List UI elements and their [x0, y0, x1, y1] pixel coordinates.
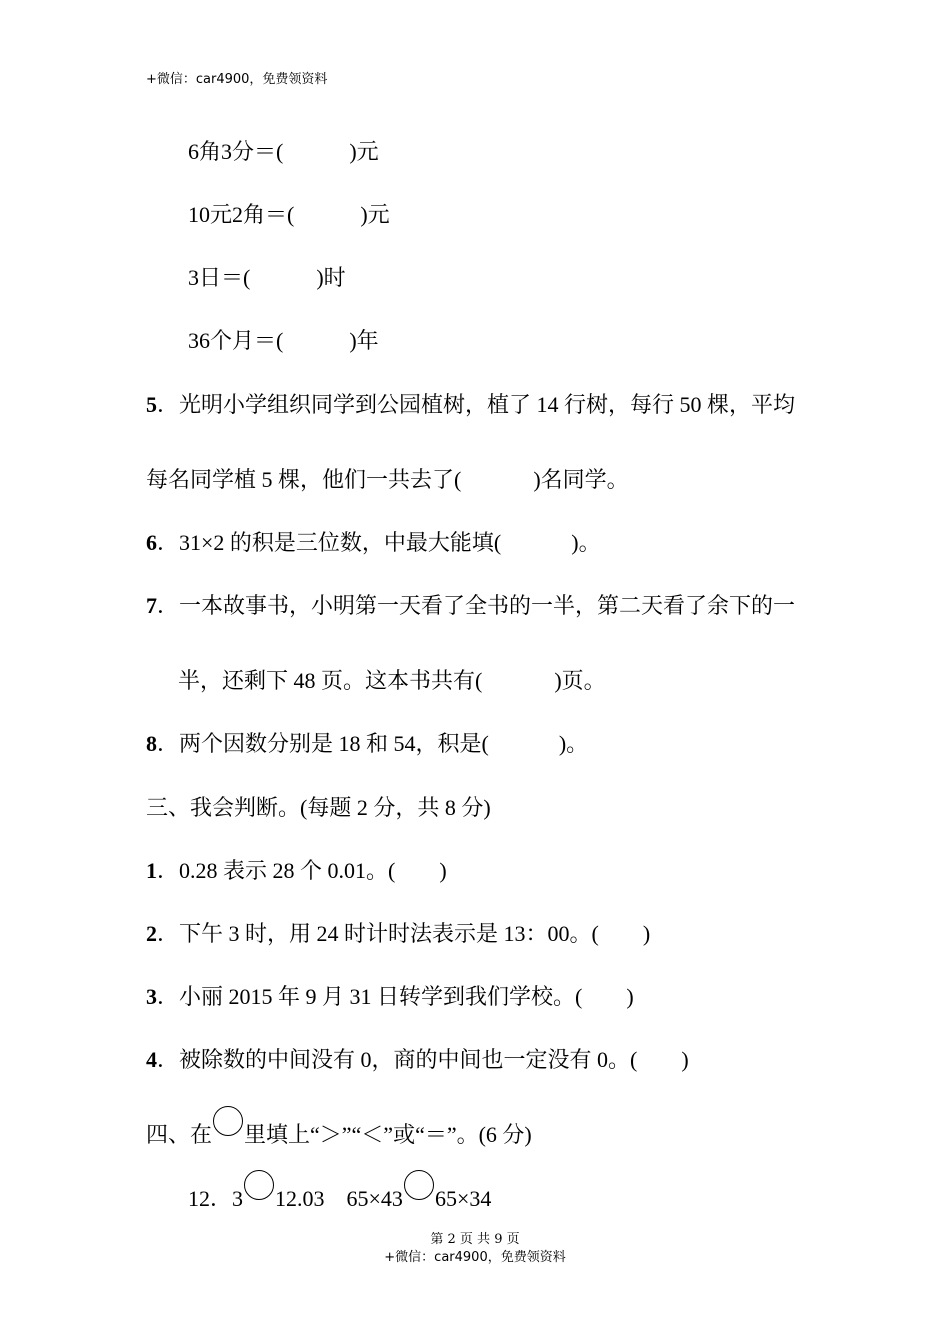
conversion-suffix: )年 [349, 328, 379, 353]
conversion-prefix: 10元2角＝( [188, 202, 295, 227]
question-number: 1 [146, 858, 157, 883]
section-4-suffix: 里填上“＞”“＜”或“＝”。(6 分) [244, 1122, 532, 1147]
judge-3: 3．小丽 2015 年 9 月 31 日转学到我们学校。( ) [146, 984, 634, 1009]
question-number: 2 [146, 921, 157, 946]
conversion-1 [188, 139, 379, 165]
question-number: 7 [146, 593, 157, 618]
question-5: 5．光明小学组织同学到公园植树，植了 14 行树，每行 50 棵，平均 [146, 392, 796, 417]
question-7: 7．一本故事书，小明第一天看了全书的一半，第二天看了余下的一 [146, 593, 796, 618]
compare-circle-1[interactable] [244, 1170, 274, 1200]
question-text: 两个因数分别是 18 和 54，积是( [179, 731, 489, 756]
compare-row [188, 1178, 491, 1212]
question-7-line2 [178, 668, 606, 694]
compare-left-2: 65×43 [346, 1186, 403, 1211]
compare-circle-2[interactable] [404, 1170, 434, 1200]
conversion-suffix: )时 [316, 265, 346, 290]
question-number: 5 [146, 392, 157, 417]
question-text: 0.28 表示 28 个 0.01。( [179, 858, 396, 883]
conversion-suffix: )元 [360, 202, 390, 227]
judge-2: 2．下午 3 时，用 24 时计时法表示是 13：00。( ) [146, 921, 651, 946]
section-4-prefix: 四、在 [146, 1122, 213, 1147]
conversion-suffix: )元 [349, 139, 379, 164]
question-text: 小丽 2015 年 9 月 31 日转学到我们学校。( [179, 984, 583, 1009]
question-text: ) [626, 984, 634, 1009]
question-text: 一本故事书，小明第一天看了全书的一半，第二天看了余下的一 [179, 593, 796, 618]
question-number: 3 [146, 984, 157, 1009]
question-text: ) [642, 921, 651, 946]
circle-icon [213, 1106, 243, 1136]
section-3-title: 三、我会判断。(每题 2 分，共 8 分) [146, 795, 491, 820]
question-text: )名同学。 [533, 467, 629, 492]
page-number: 第 2 页 共 9 页 [430, 1232, 520, 1247]
conversion-prefix: 6角3分＝( [188, 139, 284, 164]
conversion-prefix: 3日＝( [188, 265, 251, 290]
question-text: )页。 [554, 668, 606, 693]
question-number: 8 [146, 731, 157, 756]
question-text: 每名同学植 5 棵，他们一共去了( [146, 467, 462, 492]
question-number: 6 [146, 530, 157, 555]
question-6: 6．31×2 的积是三位数，中最大能填( )。 [146, 530, 601, 555]
question-text: )。 [558, 731, 589, 756]
compare-left-1: 12．3 [188, 1186, 244, 1211]
conversion-prefix: 36个月＝( [188, 328, 284, 353]
question-text: 下午 3 时，用 24 时计时法表示是 13：00。( [179, 921, 599, 946]
conversion-3 [188, 265, 346, 291]
question-text: 光明小学组织同学到公园植树，植了 14 行树，每行 50 棵，平均 [179, 392, 796, 417]
compare-right-2: 65×34 [434, 1186, 492, 1211]
footer-watermark: +微信：car4900，免费领资料 [384, 1250, 566, 1265]
question-text: 半，还剩下 48 页。这本书共有( [178, 668, 483, 693]
judge-1: 1．0.28 表示 28 个 0.01。( ) [146, 858, 447, 883]
question-text: ) [681, 1047, 689, 1072]
question-text: )。 [571, 530, 601, 555]
section-4-title [146, 1114, 532, 1148]
question-8: 8．两个因数分别是 18 和 54，积是( )。 [146, 731, 589, 756]
question-5-line2 [146, 467, 629, 493]
question-text: 被除数的中间没有 0，商的中间也一定没有 0。( [179, 1047, 638, 1072]
judge-4: 4．被除数的中间没有 0，商的中间也一定没有 0。( ) [146, 1047, 689, 1072]
question-text: 31×2 的积是三位数，中最大能填( [179, 530, 502, 555]
conversion-4 [188, 328, 379, 354]
question-number: 4 [146, 1047, 157, 1072]
compare-right-1: 12.03 [275, 1186, 325, 1211]
question-text: ) [439, 858, 447, 883]
conversion-2 [188, 202, 390, 228]
header-watermark: +微信：car4900，免费领资料 [146, 72, 328, 87]
